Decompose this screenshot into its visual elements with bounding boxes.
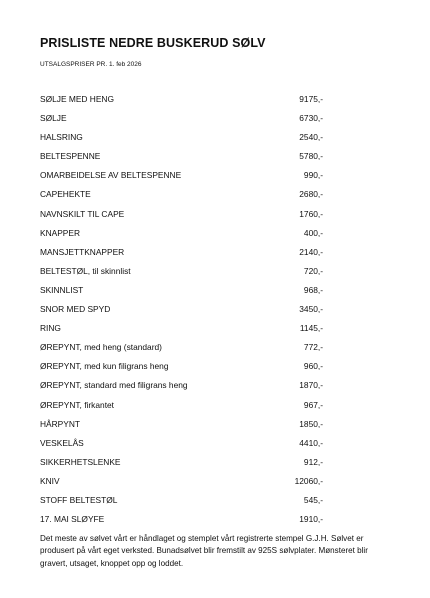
item-price: 400,- xyxy=(303,227,323,238)
item-price: 912,- xyxy=(303,456,323,467)
item-name: VESKELÅS xyxy=(40,437,84,448)
price-row xyxy=(40,472,340,491)
item-name: HÅRPYNT xyxy=(40,418,81,429)
item-price: 1145,- xyxy=(299,323,323,334)
item-name: CAPEHEKTE xyxy=(40,189,91,200)
item-name: BELTESPENNE xyxy=(40,151,101,162)
footer-note: Det meste av sølvet vårt er håndlaget og stemplet vårt registrerte stempel G.J.H. Sølvet er produsert på vårt eget verksted. Bunadsølvet blir fremstilt av 925S sølvplater. Mønsteret blir gravert, utsaget, knoppet opp og loddet. xyxy=(40,534,368,568)
item-name: KNAPPER xyxy=(40,227,81,238)
item-name: KNIV xyxy=(40,475,60,486)
item-price: 4410,- xyxy=(299,437,323,448)
price-row xyxy=(40,128,340,147)
item-price: 545,- xyxy=(303,494,323,505)
item-price: 12060,- xyxy=(294,475,323,486)
item-name: ØREPYNT, med kun filigrans heng xyxy=(40,361,169,372)
item-name: SKINNLIST xyxy=(40,284,84,295)
price-row xyxy=(40,415,340,434)
item-price: 5780,- xyxy=(299,151,323,162)
price-row xyxy=(40,338,340,357)
item-price: 9175,- xyxy=(299,94,323,104)
price-row xyxy=(40,262,340,281)
item-name: SIKKERHETSLENKE xyxy=(40,456,121,467)
item-price: 968,- xyxy=(303,284,323,295)
item-price: 3450,- xyxy=(299,304,323,315)
item-name: RING xyxy=(40,323,61,334)
item-name: STOFF BELTESTØL xyxy=(40,494,118,505)
item-name: ØREPYNT, firkantet xyxy=(40,399,114,410)
price-row xyxy=(40,90,340,109)
price-row xyxy=(40,281,340,300)
item-name: 17. MAI SLØYFE xyxy=(40,514,105,525)
item-price: 1910,- xyxy=(299,514,323,525)
item-price: 6730,- xyxy=(299,113,323,124)
item-name: ØREPYNT, standard med filigrans heng xyxy=(40,380,188,391)
price-row xyxy=(40,185,340,204)
price-row xyxy=(40,300,340,319)
price-row xyxy=(40,491,340,510)
price-row xyxy=(40,357,340,376)
price-row xyxy=(40,453,340,472)
price-row xyxy=(40,109,340,128)
item-name: NAVNSKILT TIL CAPE xyxy=(40,208,125,219)
item-name: ØREPYNT, med heng (standard) xyxy=(40,342,162,353)
item-name: BELTESTØL, til skinnlist xyxy=(40,265,131,276)
price-row xyxy=(40,319,340,338)
item-price: 1870,- xyxy=(299,380,323,391)
item-price: 960,- xyxy=(303,361,323,372)
item-price: 990,- xyxy=(303,170,323,181)
item-price: 1850,- xyxy=(299,418,323,429)
price-list xyxy=(40,90,340,529)
item-price: 2540,- xyxy=(299,132,323,143)
item-price: 1760,- xyxy=(299,208,323,219)
item-name: SØLJE MED HENG xyxy=(40,94,114,104)
item-name: HALSRING xyxy=(40,132,83,143)
price-row xyxy=(40,243,340,262)
price-row xyxy=(40,166,340,185)
page-title: PRISLISTE NEDRE BUSKERUD SØLV xyxy=(40,36,266,50)
price-row xyxy=(40,147,340,166)
item-price: 720,- xyxy=(303,265,323,276)
price-row xyxy=(40,510,340,529)
price-row xyxy=(40,434,340,453)
item-price: 2680,- xyxy=(299,189,323,200)
price-row xyxy=(40,376,340,395)
item-name: SØLJE xyxy=(40,113,67,124)
page-subtitle: UTSALGSPRISER PR. 1. feb 2026 xyxy=(40,61,142,68)
item-price: 967,- xyxy=(303,399,323,410)
price-row xyxy=(40,396,340,415)
item-name: MANSJETTKNAPPER xyxy=(40,246,125,257)
item-name: OMARBEIDELSE AV BELTESPENNE xyxy=(40,170,182,181)
price-row xyxy=(40,205,340,224)
item-name: SNOR MED SPYD xyxy=(40,304,111,315)
item-price: 772,- xyxy=(303,342,323,353)
price-row xyxy=(40,224,340,243)
item-price: 2140,- xyxy=(299,246,323,257)
